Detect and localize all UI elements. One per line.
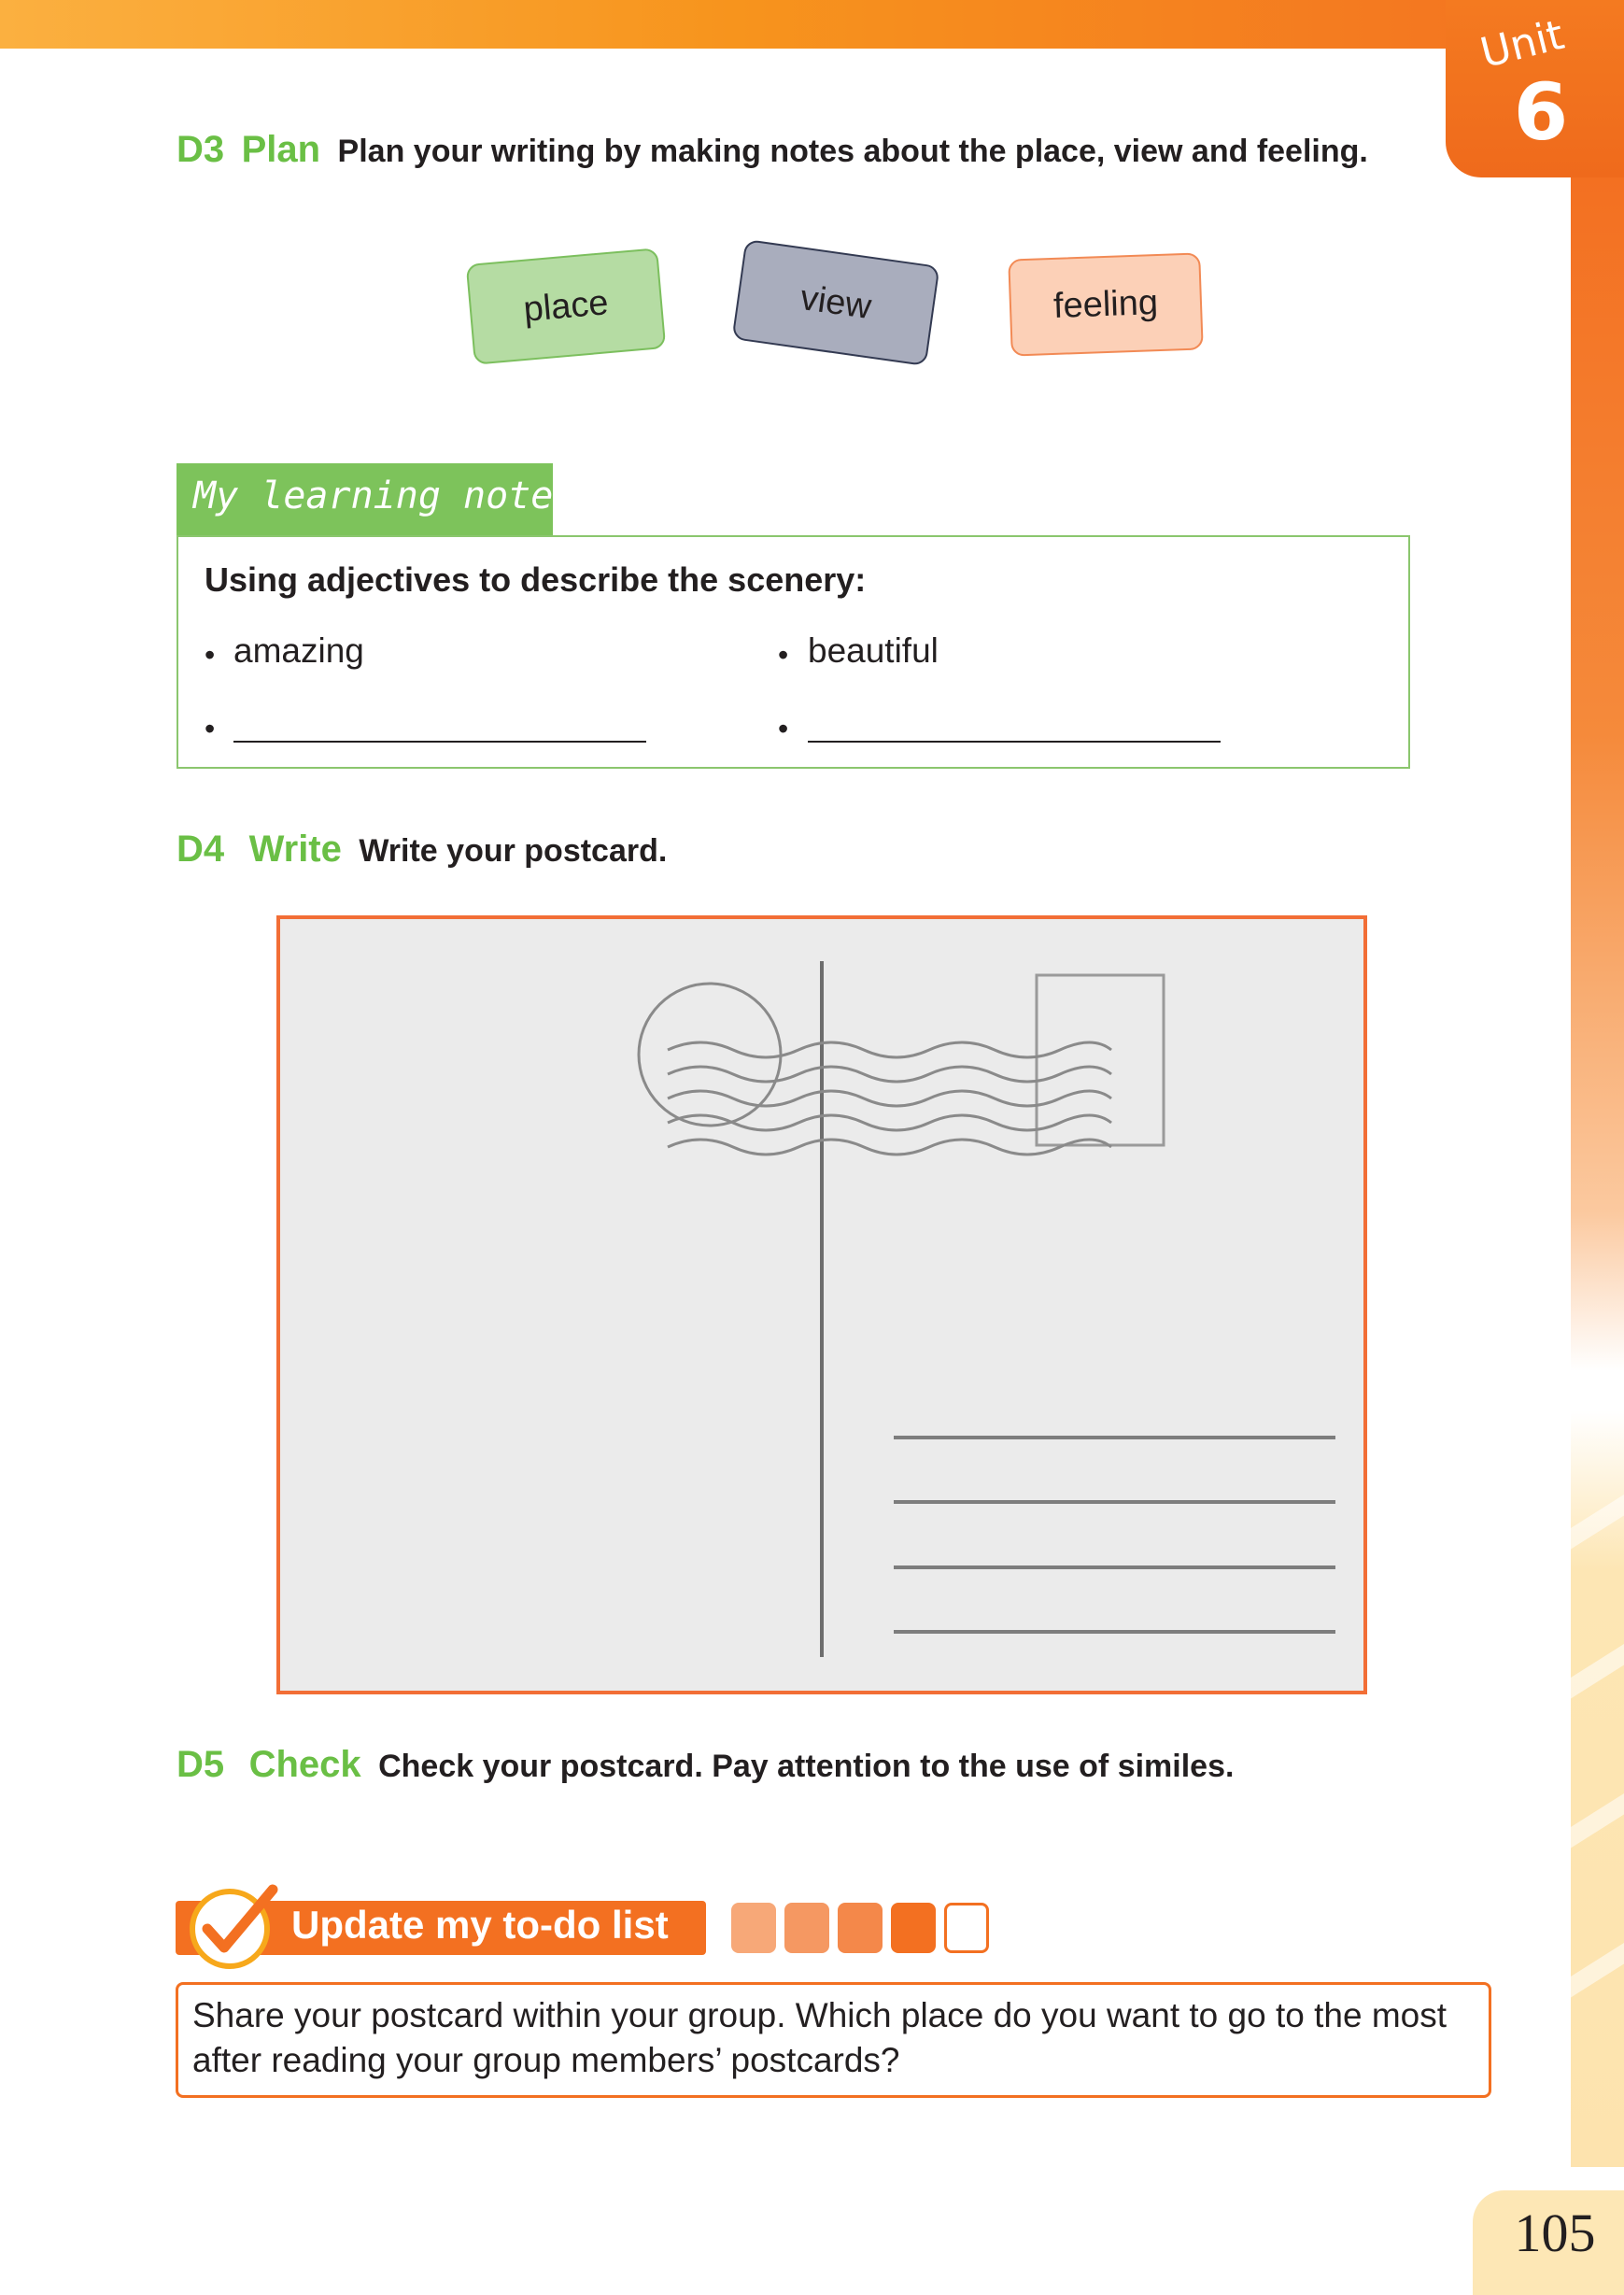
bullet-icon: •: [778, 638, 789, 672]
word-card-place: place: [466, 248, 667, 365]
top-color-band: [0, 0, 1624, 49]
section-code: D5: [177, 1744, 225, 1785]
bullet-icon: •: [205, 638, 216, 672]
word-card-view: view: [732, 239, 940, 366]
learning-notes-heading: Using adjectives to describe the scenery:: [205, 560, 867, 599]
section-d3-header: [177, 129, 1368, 171]
adjective-blank-line[interactable]: [233, 741, 646, 743]
postcard-writing-area[interactable]: [276, 915, 1367, 1694]
section-instruction: Check your postcard. Pay attention to the use of similes.: [378, 1749, 1235, 1784]
progress-square-filled: [838, 1903, 883, 1953]
section-d5-header: [177, 1744, 1234, 1786]
todo-label: Update my to-do list: [291, 1903, 669, 1947]
section-code: D3: [177, 129, 225, 170]
bullet-icon: •: [778, 712, 789, 745]
progress-square-filled: [784, 1903, 829, 1953]
section-title: Plan: [241, 129, 321, 170]
adjective-item: amazing: [233, 631, 364, 670]
section-instruction: Write your postcard.: [359, 833, 668, 869]
adjective-item: beautiful: [808, 631, 939, 670]
checkmark-icon: [185, 1880, 282, 1972]
postcard-illustration: [280, 919, 1363, 1691]
section-title: Write: [248, 829, 342, 870]
bullet-icon: •: [205, 712, 216, 745]
section-title: Check: [248, 1744, 361, 1785]
unit-label: Unit: [1476, 10, 1569, 78]
progress-square-empty: [944, 1903, 989, 1953]
right-edge-stripe: [1571, 177, 1624, 2167]
unit-number: 6: [1513, 66, 1569, 158]
section-instruction: Plan your writing by making notes about the place, view and feeling.: [337, 134, 1368, 169]
adjective-blank-line[interactable]: [808, 741, 1221, 743]
address-lines: [894, 1438, 1335, 1632]
section-code: D4: [177, 829, 225, 870]
progress-square-filled: [891, 1903, 936, 1953]
section-d4-header: [177, 829, 667, 871]
progress-square-filled: [731, 1903, 776, 1953]
learning-notes-title: My learning notes: [193, 475, 576, 517]
word-card-feeling: feeling: [1008, 252, 1204, 356]
todo-task-text: Share your postcard within your group. Which place do you want to go to the most after reading your group members’ postcards?: [192, 1996, 1447, 2079]
postmark-icon: [639, 975, 1164, 1155]
page-number: 105: [1514, 2203, 1596, 2263]
